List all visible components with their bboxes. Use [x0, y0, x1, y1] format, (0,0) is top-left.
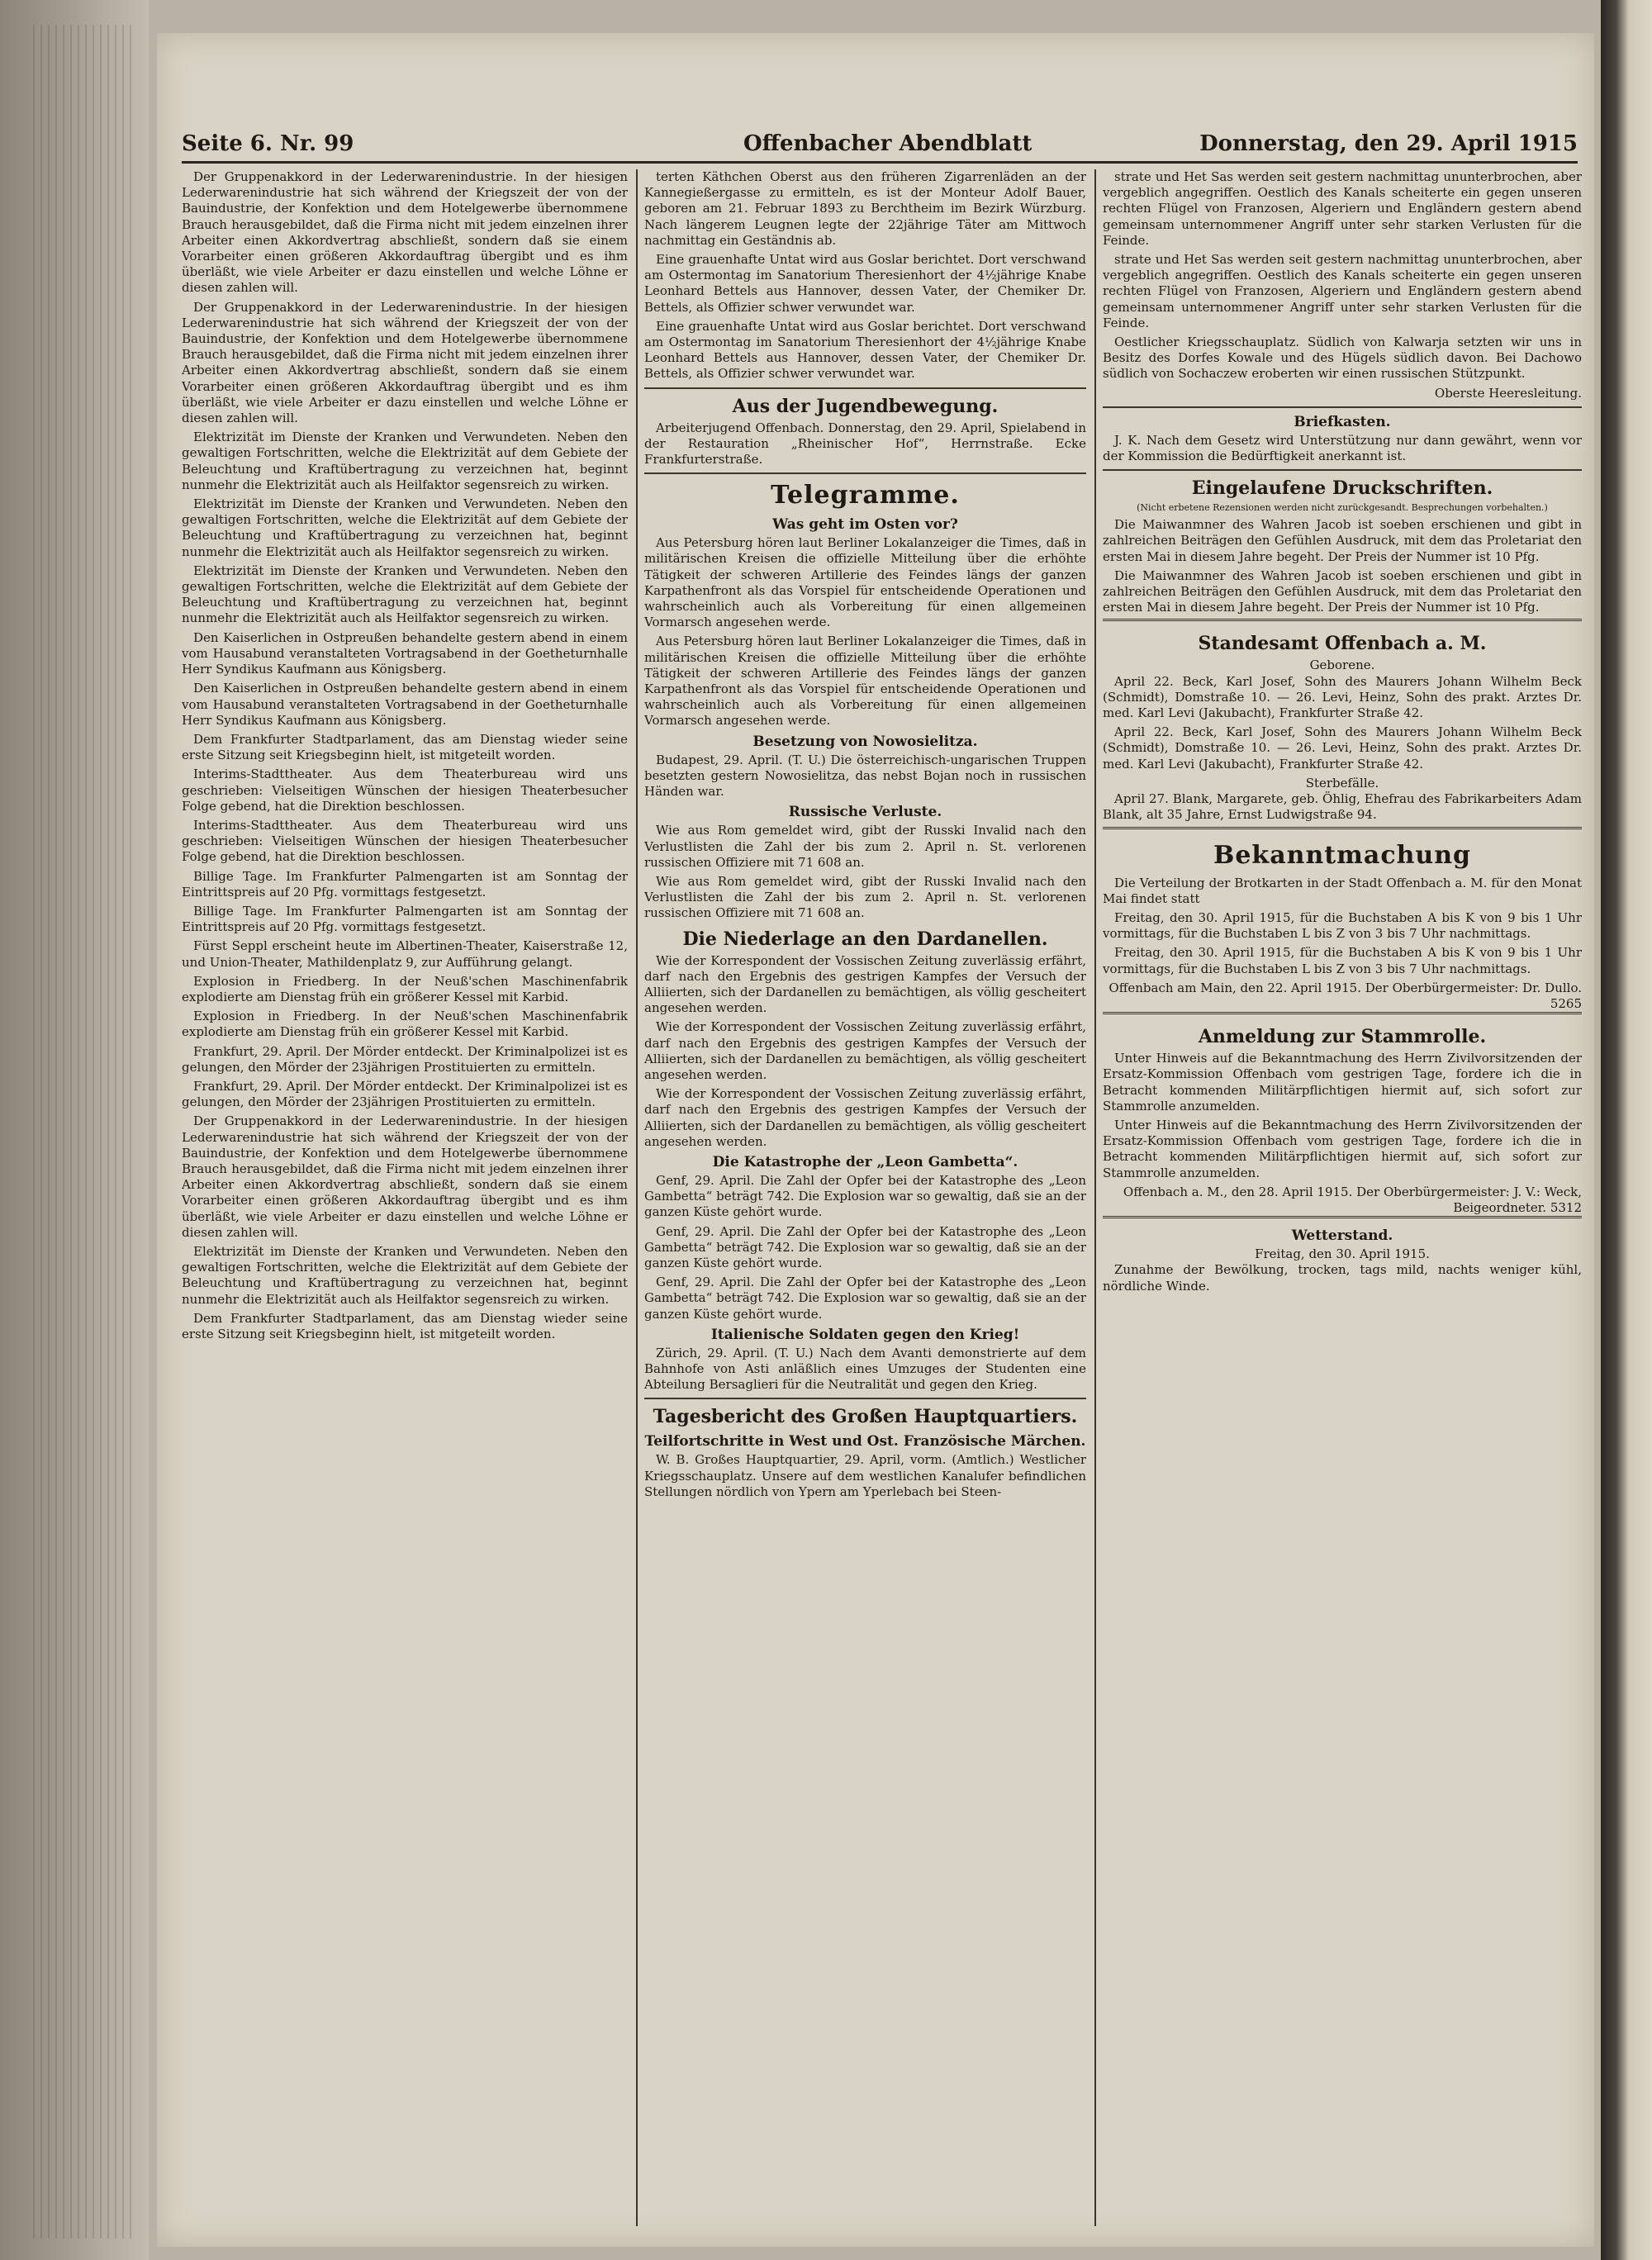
article-paragraph: Genf, 29. April. Die Zahl der Opfer bei der Katastrophe des „Leon Gambetta“ beträgt 742. Die Explosion war so gewaltig, daß sie an der ganzen Küste gehört wurde. — [644, 1172, 1086, 1220]
article-paragraph: Genf, 29. April. Die Zahl der Opfer bei der Katastrophe des „Leon Gambetta“ beträgt 742. Die Explosion war so gewaltig, daß sie an der ganzen Küste gehört wurde. — [644, 1275, 1086, 1322]
heading-nowosielitza: Besetzung von Nowosielitza. — [752, 733, 978, 750]
article-paragraph: Wie der Korrespondent der Vossischen Zeitung zuverlässig erfährt, darf nach den Ergebnis des gestrigen Kampfes der Versuch der Alliierten, sich der Dardanellen zu bemächtigen, als völlig gescheitert angesehen werden. — [644, 1086, 1086, 1149]
section-divider — [644, 1398, 1086, 1399]
heading-verluste: Russische Verluste. — [788, 804, 942, 821]
section-divider — [644, 387, 1086, 389]
article-paragraph: April 22. Beck, Karl Josef, Sohn des Maurers Johann Wilhelm Beck (Schmidt), Domstraße 10. — 26. Levi, Heinz, Sohn des prakt. Arztes Dr. med. Karl Levi (Jakubacht), Frankfurter Straße 42. — [1103, 724, 1582, 772]
signature: Oberste Heeresleitung. — [1434, 385, 1582, 401]
article-paragraph: J. K. Nach dem Gesetz wird Unterstützung nur dann gewährt, wenn vor der Kommission die Bedürftigkeit anerkannt ist. — [1103, 432, 1582, 464]
page-number: Seite 6. Nr. 99 — [182, 131, 354, 156]
article-paragraph: Zürich, 29. April. (T. U.) Nach dem Avanti demonstrierte auf dem Bahnhofe von Asti anläßlich eines Umzuges der Studenten eine Abteilung Bersaglieri für die Neutralität und gegen den Krieg. — [644, 1345, 1086, 1393]
heading-dardanellen: Die Niederlage an den Dardanellen. — [682, 928, 1048, 950]
article-paragraph: Aus Petersburg hören laut Berliner Lokalanzeiger die Times, daß in militärischen Kreisen die offizielle Mitteilung über die erhöhte Tätigkeit der schweren Artillerie des Feindes längs der ganzen Karpathenfront als das Vorspiel für entscheidende Operationen und wahrscheinlich auch als Vorbereitung für einen allgemeinen Vormarsch angesehen werde. — [644, 535, 1086, 630]
subheading-geborene: Geborene. — [1309, 658, 1375, 673]
heading-teilfortschritte: Teilfortschritte in West und Ost. Französische Märchen. — [644, 1433, 1086, 1450]
article-paragraph: April 27. Blank, Margarete, geb. Öhlig, Ehefrau des Fabrikarbeiters Adam Blank, alt 35 Jahre, Ernst Ludwigstraße 94. — [1103, 791, 1582, 823]
article-paragraph: Frankfurt, 29. April. Der Mörder entdeckt. Der Kriminalpolizei ist es gelungen, den Mörder der 23jährigen Prostituierten zu ermitteln. — [182, 1043, 628, 1075]
article-paragraph: W. B. Großes Hauptquartier, 29. April, vorm. (Amtlich.) Westlicher Kriegsschauplatz. Unsere auf dem westlichen Kanalufer befindlichen Stellungen nördlich von Ypern am Yperlebach bei Steen- — [644, 1452, 1086, 1499]
column-rule — [636, 169, 638, 2226]
notice-bekanntmachung — [1103, 827, 1582, 1013]
book-spine — [0, 0, 149, 2260]
article-paragraph: Billige Tage. Im Frankfurter Palmengarten ist am Sonntag der Eintrittspreis auf 20 Pfg. vormittags festgesetzt. — [182, 903, 628, 935]
section-divider — [1103, 469, 1582, 471]
article-paragraph: Interims-Stadttheater. Aus dem Theaterbureau wird uns geschrieben: Vielseitigen Wünschen der hiesigen Theaterbesucher Folge gebend, hat die Direktion beschlossen. — [182, 817, 628, 865]
article-paragraph: Der Gruppenakkord in der Lederwarenindustrie. In der hiesigen Lederwarenindustrie hat sich während der Kriegszeit der von der Bauindustrie, der Konfektion und dem Hotelgewerbe übernommene Brauch herausgebildet, daß die Firma nicht mit jedem einzelnen ihrer Arbeiter einen Akkordvertrag abschließt, sondern daß sie einem Vorarbeiter einen größeren Akkordauftrag übergibt und es ihm überläßt, wie viele Arbeiter er dazu einstellen und welche Löhne er diesen zahlen will. — [182, 1113, 628, 1240]
signature: Offenbach am Main, den 22. April 1915. Der Oberbürgermeister: Dr. Dullo. 5265 — [1108, 980, 1582, 1011]
article-paragraph: Budapest, 29. April. (T. U.) Die österreichisch-ungarischen Truppen besetzten gestern Nowosielitza, das nebst Bojan noch in russischen Händen war. — [644, 752, 1086, 800]
notice-stammrolle — [1103, 1012, 1582, 1216]
heading-bekanntmachung: Bekanntmachung — [1213, 840, 1471, 870]
article-paragraph: Frankfurt, 29. April. Der Mörder entdeckt. Der Kriminalpolizei ist es gelungen, den Mörder der 23jährigen Prostituierten zu ermitteln. — [182, 1078, 628, 1110]
article-paragraph: Die Maiwanmner des Wahren Jacob ist soeben erschienen und gibt in zahlreichen Beiträgen den Gefühlen Ausdruck, mit dem das Proletariat den ersten Mai in diesem Jahre begeht. Der Preis der Nummer ist 10 Pfg. — [1103, 517, 1582, 564]
article-paragraph: Unter Hinweis auf die Bekanntmachung des Herrn Zivilvorsitzenden der Ersatz-Kommission Offenbach vom gestrigen Tage, fordere ich die in Betracht kommenden Militärpflichtigen hiermit auf, sich sofort zur Stammrolle anzumelden. — [1103, 1051, 1582, 1113]
column-3 — [1103, 169, 1582, 2226]
article-paragraph: Oestlicher Kriegsschauplatz. Südlich von Kalwarja setzten wir uns in Besitz des Dorfes Kowale und des Hügels südlich davon. Bei Dachowo südlich von Sochaczew eroberten wir einen russischen Stützpunkt. — [1103, 335, 1582, 382]
article-paragraph: strate und Het Sas werden seit gestern nachmittag ununterbrochen, aber vergeblich angegriffen. Oestlich des Kanals scheiterte ein gegen unseren rechten Flügel von Franzosen, Algeriern und Engländern gestern abend gemeinsam unternommener Angriff unter sehr starken Verlusten für die Feinde. — [1103, 252, 1582, 330]
spine-texture — [33, 25, 132, 2239]
article-paragraph: Elektrizität im Dienste der Kranken und Verwundeten. Neben den gewaltigen Fortschritten, welche die Elektrizität auf dem Gebiete der Beleuchtung und Kraftübertragung zu verzeichnen hat, beginnt nunmehr die Elektrizität auch als Heilfaktor segensreich zu wirken. — [182, 563, 628, 626]
article-paragraph: Genf, 29. April. Die Zahl der Opfer bei der Katastrophe des „Leon Gambetta“ beträgt 742. Die Explosion war so gewaltig, daß sie an der ganzen Küste gehört wurde. — [644, 1223, 1086, 1270]
article-paragraph: Aus Petersburg hören laut Berliner Lokalanzeiger die Times, daß in militärischen Kreisen die offizielle Mitteilung über die erhöhte Tätigkeit der schweren Artillerie des Feindes längs der ganzen Karpathenfront als das Vorspiel für entscheidende Operationen und wahrscheinlich auch als Vorbereitung für einen allgemeinen Vormarsch angesehen werde. — [644, 634, 1086, 729]
article-paragraph: Dem Frankfurter Stadtparlament, das am Dienstag wieder seine erste Sitzung seit Kriegsbeginn hielt, ist mitgeteilt worden. — [182, 731, 628, 763]
article-paragraph: Eine grauenhafte Untat wird aus Goslar berichtet. Dort verschwand am Ostermontag im Sanatorium Theresienhort der 4½jährige Knabe Leonhard Bettels aus Hannover, dessen Vater, der Chemiker Dr. Bettels, als Offizier schwer verwundet war. — [644, 318, 1086, 382]
article-paragraph: Der Gruppenakkord in der Lederwarenindustrie. In der hiesigen Lederwarenindustrie hat sich während der Kriegszeit der von der Bauindustrie, der Konfektion und dem Hotelgewerbe übernommene Brauch herausgebildet, daß die Firma nicht mit jedem einzelnen ihrer Arbeiter einen Akkordvertrag abschließt, sondern daß sie einem Vorarbeiter einen größeren Akkordauftrag übergibt und es ihm überläßt, wie viele Arbeiter er dazu einstellen und welche Löhne er diesen zahlen will. — [182, 169, 628, 296]
subheading-sterbefaelle: Sterbefälle. — [1305, 775, 1379, 791]
article-paragraph: Unter Hinweis auf die Bekanntmachung des Herrn Zivilvorsitzenden der Ersatz-Kommission Offenbach vom gestrigen Tage, fordere ich die in Betracht kommenden Militärpflichtigen hiermit auf, sich sofort zur Stammrolle anzumelden. — [1103, 1117, 1582, 1180]
heading-stammrolle: Anmeldung zur Stammrolle. — [1198, 1026, 1487, 1048]
heading-osten: Was geht im Osten vor? — [772, 516, 958, 534]
newspaper-title: Offenbacher Abendblatt — [743, 131, 1032, 156]
article-paragraph: Dem Frankfurter Stadtparlament, das am Dienstag wieder seine erste Sitzung seit Kriegsbeginn hielt, ist mitgeteilt worden. — [182, 1310, 628, 1342]
article-paragraph: Elektrizität im Dienste der Kranken und Verwundeten. Neben den gewaltigen Fortschritten, welche die Elektrizität auf dem Gebiete der Beleuchtung und Kraftübertragung zu verzeichnen hat, beginnt nunmehr die Elektrizität auch als Heilfaktor segensreich zu wirken. — [182, 496, 628, 559]
article-paragraph: Fürst Seppl erscheint heute im Albertinen-Theater, Kaiserstraße 12, und Union-Theater, Mathildenplatz 9, zur Aufführung gelangt. — [182, 938, 628, 970]
heading-wetterstand: Wetterstand. — [1291, 1227, 1393, 1245]
article-paragraph: Explosion in Friedberg. In der Neuß'schen Maschinenfabrik explodierte am Dienstag früh ein größerer Kessel mit Karbid. — [182, 973, 628, 1004]
newspaper-page — [157, 33, 1594, 2247]
wetter-date: Freitag, den 30. April 1915. — [1255, 1246, 1430, 1262]
article-paragraph: Freitag, den 30. April 1915, für die Buchstaben A bis K von 9 bis 1 Uhr vormittags, für die Buchstaben L bis Z von 3 bis 7 Uhr nachmittags. — [1103, 909, 1582, 942]
article-paragraph: Der Gruppenakkord in der Lederwarenindustrie. In der hiesigen Lederwarenindustrie hat sich während der Kriegszeit der von der Bauindustrie, der Konfektion und dem Hotelgewerbe übernommene Brauch herausgebildet, daß die Firma nicht mit jedem einzelnen ihrer Arbeiter einen Akkordvertrag abschließt, sondern daß sie einem Vorarbeiter einen größeren Akkordauftrag übergibt und es ihm überläßt, wie viele Arbeiter er dazu einstellen und welche Löhne er diesen zahlen will. — [182, 299, 628, 426]
article-paragraph: Wie aus Rom gemeldet wird, gibt der Russki Invalid nach den Verlustlisten die Zahl der bis zum 2. April n. St. verlorenen russischen Offiziere mit 71 608 an. — [644, 873, 1086, 921]
section-divider — [644, 472, 1086, 474]
column-rule — [1094, 169, 1096, 2226]
article-paragraph: Wie der Korrespondent der Vossischen Zeitung zuverlässig erfährt, darf nach den Ergebnis des gestrigen Kampfes der Versuch der Alliierten, sich der Dardanellen zu bemächtigen, als völlig gescheitert angesehen werden. — [644, 952, 1086, 1016]
article-paragraph: strate und Het Sas werden seit gestern nachmittag ununterbrochen, aber vergeblich angegriffen. Oestlich des Kanals scheiterte ein gegen unseren rechten Flügel von Franzosen, Algeriern und Engländern gestern abend gemeinsam unternommener Angriff unter sehr starken Verlusten für die Feinde. — [1103, 169, 1582, 248]
heading-italien: Italienische Soldaten gegen den Krieg! — [710, 1326, 1020, 1343]
article-paragraph: Die Verteilung der Brotkarten in der Stadt Offenbach a. M. für den Monat Mai findet statt — [1103, 875, 1582, 906]
article-paragraph: Die Maiwanmner des Wahren Jacob ist soeben erschienen und gibt in zahlreichen Beiträgen den Gefühlen Ausdruck, mit dem das Proletariat den ersten Mai in diesem Jahre begeht. Der Preis der Nummer ist 10 Pfg. — [1103, 567, 1582, 615]
adjacent-page-edge — [1601, 0, 1652, 2260]
article-paragraph: Explosion in Friedberg. In der Neuß'schen Maschinenfabrik explodierte am Dienstag früh ein größerer Kessel mit Karbid. — [182, 1009, 628, 1040]
druckschriften-note: (Nicht erbetene Rezensionen werden nicht zurückgesandt. Besprechungen vorbehalten.) — [1137, 502, 1548, 514]
heading-tagesbericht: Tagesbericht des Großen Hauptquartiers. — [653, 1406, 1078, 1428]
notice-wetter — [1103, 1216, 1582, 1294]
notice-standesamt — [1103, 619, 1582, 823]
heading-telegramme: Telegramme. — [771, 481, 960, 510]
article-paragraph: Interims-Stadttheater. Aus dem Theaterbureau wird uns geschrieben: Vielseitigen Wünschen der hiesigen Theaterbesucher Folge gebend, hat die Direktion beschlossen. — [182, 767, 628, 814]
article-paragraph: Den Kaiserlichen in Ostpreußen behandelte gestern abend in einem vom Hausabund veranstalteten Vortragsabend in der Goetheturnhalle Herr Syndikus Kaufmann aus Königsberg. — [182, 629, 628, 677]
article-paragraph: Eine grauenhafte Untat wird aus Goslar berichtet. Dort verschwand am Ostermontag im Sanatorium Theresienhort der 4½jährige Knabe Leonhard Bettels aus Hannover, dessen Vater, der Chemiker Dr. Bettels, als Offizier schwer verwundet war. — [644, 252, 1086, 315]
article-paragraph: terten Käthchen Oberst aus den früheren Zigarrenläden an der Kannegießergasse zu ermitteln, es ist der Monteur Adolf Bauer, geboren am 21. Februar 1893 zu Berchtheim im Bezirk Würzburg. Nach längerem Leugnen legte der 22jährige Täter am Mittwoch nachmittag ein Geständnis ab. — [644, 169, 1086, 248]
heading-standesamt: Standesamt Offenbach a. M. — [1198, 633, 1487, 655]
signature: Offenbach a. M., den 28. April 1915. Der Oberbürgermeister: J. V.: Weck, Beigeordneter. 5312 — [1123, 1184, 1582, 1215]
article-paragraph: Wie aus Rom gemeldet wird, gibt der Russki Invalid nach den Verlustlisten die Zahl der bis zum 2. April n. St. verlorenen russischen Offiziere mit 71 608 an. — [644, 823, 1086, 870]
article-paragraph: Billige Tage. Im Frankfurter Palmengarten ist am Sonntag der Eintrittspreis auf 20 Pfg. vormittags festgesetzt. — [182, 868, 628, 900]
heading-druckschriften: Eingelaufene Druckschriften. — [1191, 477, 1493, 500]
column-2 — [644, 169, 1086, 2226]
heading-jugend: Aus der Jugendbewegung. — [732, 395, 999, 417]
article-paragraph: Wie der Korrespondent der Vossischen Zeitung zuverlässig erfährt, darf nach den Ergebnis des gestrigen Kampfes der Versuch der Alliierten, sich der Dardanellen zu bemächtigen, als völlig gescheitert angesehen werden. — [644, 1019, 1086, 1082]
column-1 — [182, 169, 628, 2226]
article-paragraph: Den Kaiserlichen in Ostpreußen behandelte gestern abend in einem vom Hausabund veranstalteten Vortragsabend in der Goetheturnhalle Herr Syndikus Kaufmann aus Königsberg. — [182, 681, 628, 728]
article-paragraph: Elektrizität im Dienste der Kranken und Verwundeten. Neben den gewaltigen Fortschritten, welche die Elektrizität auf dem Gebiete der Beleuchtung und Kraftübertragung zu verzeichnen hat, beginnt nunmehr die Elektrizität auch als Heilfaktor segensreich zu wirken. — [182, 1244, 628, 1307]
heading-briefkasten: Briefkasten. — [1294, 413, 1391, 430]
heading-gambetta: Die Katastrophe der „Leon Gambetta“. — [712, 1153, 1018, 1170]
article-paragraph: Zunahme der Bewölkung, trocken, tags mild, nachts weniger kühl, nördliche Winde. — [1103, 1262, 1582, 1294]
article-paragraph: Arbeiterjugend Offenbach. Donnerstag, den 29. April, Spielabend in der Restauration „Rheinischer Hof“, Herrnstraße. Ecke Frankfurterstraße. — [644, 420, 1086, 468]
article-paragraph: Freitag, den 30. April 1915, für die Buchstaben A bis K von 9 bis 1 Uhr vormittags, für die Buchstaben L bis Z von 3 bis 7 Uhr nachmittags. — [1103, 945, 1582, 976]
section-divider — [1103, 406, 1582, 408]
article-paragraph: April 22. Beck, Karl Josef, Sohn des Maurers Johann Wilhelm Beck (Schmidt), Domstraße 10. — 26. Levi, Heinz, Sohn des prakt. Arztes Dr. med. Karl Levi (Jakubacht), Frankfurter Straße 42. — [1103, 673, 1582, 721]
article-paragraph: Elektrizität im Dienste der Kranken und Verwundeten. Neben den gewaltigen Fortschritten, welche die Elektrizität auf dem Gebiete der Beleuchtung und Kraftübertragung zu verzeichnen hat, beginnt nunmehr die Elektrizität auch als Heilfaktor segensreich zu wirken. — [182, 430, 628, 492]
issue-date: Donnerstag, den 29. April 1915 — [1199, 131, 1578, 156]
page-header — [182, 128, 1578, 164]
